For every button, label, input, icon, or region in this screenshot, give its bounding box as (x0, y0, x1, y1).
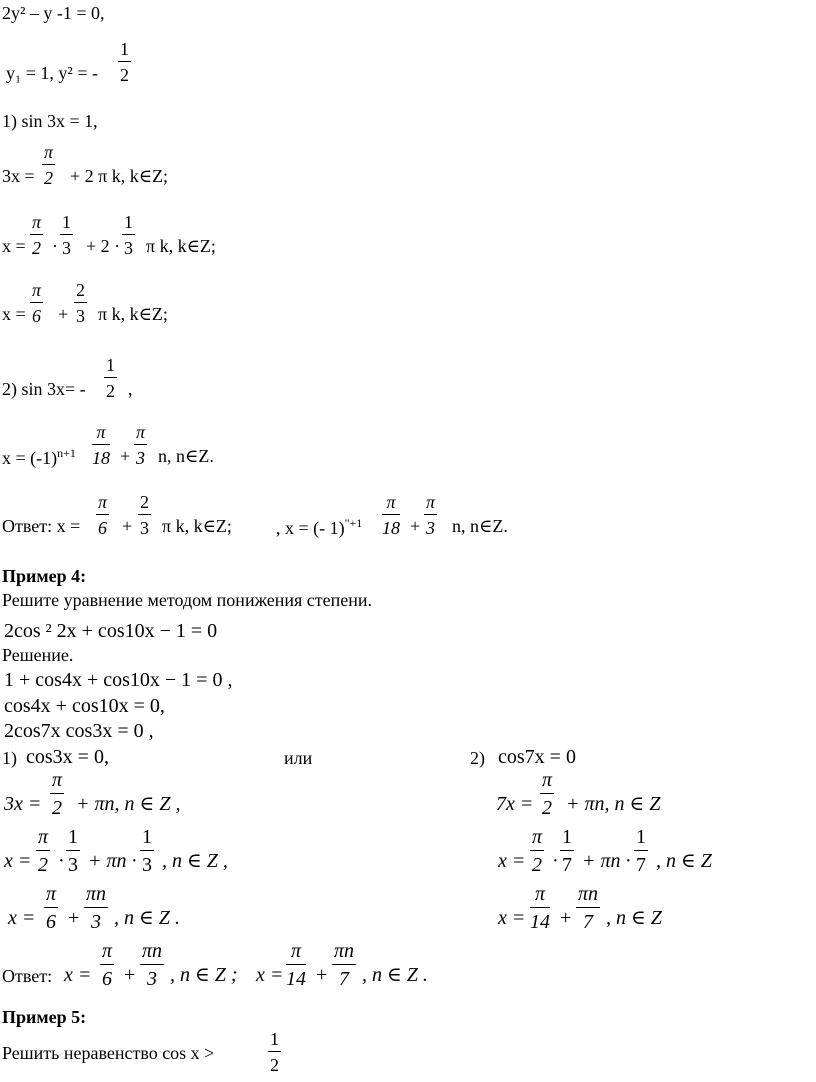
left-step: + πn, n ∈ Z , (76, 793, 181, 815)
left-step: x = (8, 907, 36, 929)
solution-step: 2cos7x cos3x = 0 , (4, 720, 154, 742)
equation-line: 2y² – y -1 = 0, (2, 3, 105, 23)
fraction: $\frac{\pi}{6}$ (98, 492, 108, 538)
solution-text: n, n∈Z. (158, 446, 214, 466)
solution-step: cos4x + cos10x = 0, (4, 695, 165, 717)
solution-step: 1 + cos4x + cos10x − 1 = 0 , (4, 669, 233, 691)
fraction: $\frac{2}{3}$ (140, 492, 149, 538)
example-5-title: Пример 5: (2, 1007, 87, 1027)
dot: · (58, 850, 65, 872)
fraction: $\frac{\pi}{18}$ (382, 492, 400, 538)
example-4-equation: 2cos ² 2x + cos10x − 1 = 0 (4, 620, 218, 642)
plus: + (316, 964, 328, 986)
fraction: $\frac{2}{3}$ (76, 280, 85, 326)
fraction: $\frac{1}{2}$ (270, 1029, 279, 1075)
right-step: 7x = (496, 793, 534, 815)
answer-text: n, n∈Z. (452, 516, 508, 536)
plus: + (122, 516, 133, 536)
answer-label: Ответ: (2, 966, 53, 986)
fraction: $\frac{\pi}{14}$ (286, 940, 306, 990)
case-1-line: 1) sin 3x = 1, (2, 111, 98, 131)
plus: + (560, 907, 572, 929)
answer-text: , n ∈ Z . (362, 964, 428, 986)
fraction: $\frac{\pi}{14}$ (530, 883, 550, 933)
fraction: $\frac{\pi}{3}$ (426, 492, 436, 538)
fraction: $\frac{\pi}{2}$ (44, 142, 54, 188)
fraction: $\frac{\pi}{2}$ (32, 212, 42, 258)
dot: · (552, 850, 559, 872)
solution-line: 3x = (2, 166, 35, 186)
left-step: , n ∈ Z . (114, 907, 180, 929)
left-step: 3x = (4, 793, 42, 815)
fraction: $\frac{1}{7}$ (636, 826, 646, 876)
solution-text: π k, k∈Z; (146, 236, 216, 256)
fraction: $\frac{\pi n}{7}$ (334, 940, 355, 990)
fraction: $\frac{\pi}{2}$ (532, 826, 543, 876)
fraction: $\frac{\pi}{2}$ (52, 769, 63, 819)
fraction: $\frac{\pi}{18}$ (92, 422, 110, 468)
answer-text: , n ∈ Z ; (170, 964, 238, 986)
fraction: $\frac{\pi}{2}$ (38, 826, 49, 876)
fraction: $\frac{\pi}{6}$ (32, 280, 42, 326)
or-label: или (284, 748, 313, 768)
fraction: $\frac{\pi n}{7}$ (578, 883, 599, 933)
right-step: + πn, n ∈ Z (566, 793, 661, 815)
fraction: $\frac{\pi}{3}$ (136, 422, 146, 468)
case-2-equation: cos7x = 0 (498, 746, 576, 768)
answer-label: Ответ: x = (2, 516, 81, 536)
answer-text: π k, k∈Z; (162, 516, 232, 536)
fraction: $\frac{1}{7}$ (562, 826, 572, 876)
solution-label: Решение. (2, 645, 74, 665)
solution-text: + 2 π k, k∈Z; (70, 166, 169, 186)
example-5-task: Решить неравенство cos x > (2, 1043, 215, 1063)
plus: + (410, 516, 421, 536)
right-step: + πn · (582, 850, 631, 872)
right-step: , n ∈ Z (606, 907, 662, 929)
case-2-number: 2) (470, 748, 485, 768)
example-4-title: Пример 4: (2, 566, 87, 586)
fraction: $\frac{\pi}{6}$ (102, 940, 113, 990)
plus: + (124, 964, 136, 986)
plus: + (58, 304, 69, 324)
case-1-number: 1) (2, 748, 17, 768)
fraction: $\frac{\pi}{6}$ (46, 883, 57, 933)
left-step: x = (4, 850, 32, 872)
left-step: , n ∈ Z , (162, 850, 228, 872)
fraction: $\frac{1}{2}$ (120, 39, 129, 85)
solution-line: x = (2, 236, 26, 256)
fraction: $\frac{1}{2}$ (106, 355, 115, 401)
answer-text: x = (256, 964, 284, 986)
dot: · (52, 236, 58, 256)
right-step: , n ∈ Z (656, 850, 712, 872)
fraction: $\frac{\pi n}{3}$ (142, 940, 163, 990)
fraction: $\frac{\pi}{2}$ (542, 769, 553, 819)
case-2-line: 2) sin 3x= - (2, 379, 86, 399)
plus: + (68, 907, 80, 929)
right-step: x = (498, 907, 526, 929)
fraction: $\frac{1}{3}$ (68, 826, 78, 876)
right-step: x = (498, 850, 526, 872)
fraction: $\frac{\pi n}{3}$ (86, 883, 107, 933)
solution-line: $x = (-1)^{n+1}$ (2, 446, 76, 468)
example-4-task: Решите уравнение методом понижения степени. (2, 590, 373, 610)
comma: , (128, 379, 133, 399)
solution-text: + 2 · (86, 236, 121, 256)
plus: + (120, 446, 131, 466)
solution-line: x = (2, 304, 26, 324)
fraction: $\frac{1}{3}$ (62, 212, 71, 258)
answer-text: x = (64, 964, 92, 986)
case-1-equation: cos3x = 0, (26, 746, 109, 768)
roots-line: y₁ = 1, y² = - (6, 63, 98, 83)
fraction: $\frac{1}{3}$ (124, 212, 133, 258)
left-step: + πn · (88, 850, 137, 872)
solution-text: π k, k∈Z; (98, 304, 168, 324)
answer-text: , x = (- 1)$^{"+1}$ (276, 516, 363, 538)
fraction: $\frac{1}{3}$ (142, 826, 152, 876)
